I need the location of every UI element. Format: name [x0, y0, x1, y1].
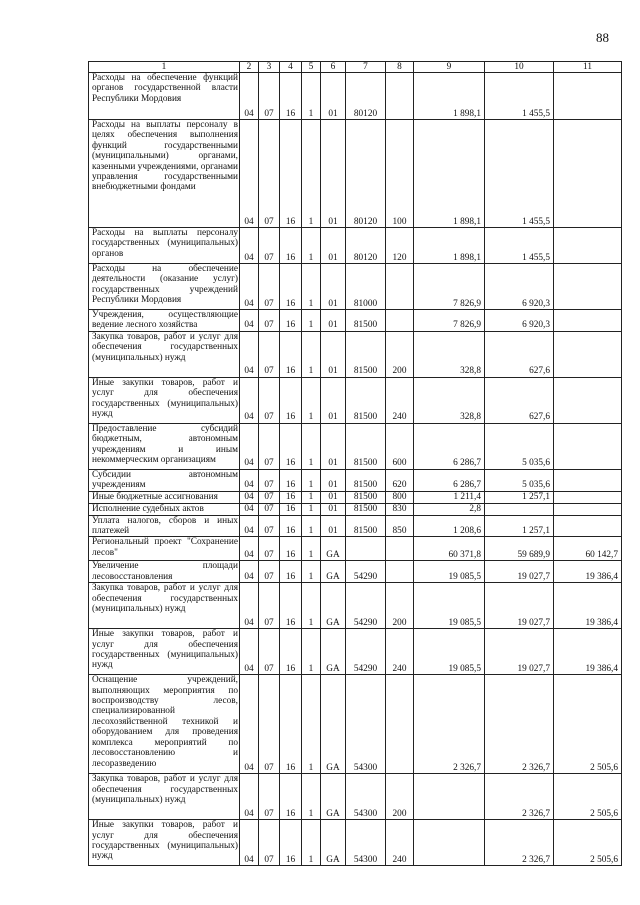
table-cell: 81500: [346, 377, 386, 423]
table-cell: 07: [259, 264, 280, 310]
table-cell: 16: [280, 629, 302, 675]
table-cell: 16: [280, 264, 302, 310]
table-cell: 07: [259, 675, 280, 774]
column-header: 11: [554, 62, 622, 73]
table-cell: 1: [302, 537, 321, 561]
table-cell: 620: [386, 469, 414, 491]
table-cell: [386, 561, 414, 583]
table-cell: 6 920,3: [485, 264, 554, 310]
table-cell: [554, 73, 622, 120]
table-cell: 16: [280, 491, 302, 503]
table-cell: 80120: [346, 73, 386, 120]
table-cell: 1 898,1: [414, 120, 485, 228]
table-cell: 07: [259, 423, 280, 469]
table-cell: [554, 264, 622, 310]
table-cell: 04: [240, 629, 259, 675]
table-cell: 19 085,5: [414, 561, 485, 583]
table-cell: 328,8: [414, 377, 485, 423]
row-description: Расходы на обеспечение деятельности (оказание услуг) государственных учреждений Республики Мордовия: [89, 264, 240, 310]
table-row: [89, 561, 622, 583]
table-cell: 07: [259, 73, 280, 120]
table-cell: 5 035,6: [485, 423, 554, 469]
table-row: [89, 491, 622, 503]
column-header: 9: [414, 62, 485, 73]
table-cell: 120: [386, 228, 414, 264]
table-cell: 04: [240, 73, 259, 120]
table-cell: 16: [280, 820, 302, 866]
table-cell: 1: [302, 469, 321, 491]
table-row: [89, 675, 622, 774]
table-cell: 1: [302, 73, 321, 120]
table-cell: 81500: [346, 503, 386, 515]
table-cell: 1: [302, 583, 321, 629]
table-cell: 328,8: [414, 331, 485, 377]
table-cell: [554, 503, 622, 515]
column-header: 6: [321, 62, 346, 73]
table-cell: 04: [240, 423, 259, 469]
table-cell: 04: [240, 469, 259, 491]
table-cell: 04: [240, 377, 259, 423]
table-cell: 2 505,6: [554, 774, 622, 820]
table-cell: 19 085,5: [414, 629, 485, 675]
row-description: Предоставление субсидий бюджетным, автономным учреждениям и иным некоммерческим организациям: [89, 423, 240, 469]
row-description: Закупка товаров, работ и услуг для обеспечения государственных (муниципальных) нужд: [89, 583, 240, 629]
column-header: 1: [89, 62, 240, 73]
table-cell: 04: [240, 515, 259, 537]
table-cell: 16: [280, 561, 302, 583]
table-cell: 04: [240, 228, 259, 264]
table-cell: 2 505,6: [554, 675, 622, 774]
table-cell: [386, 73, 414, 120]
table-cell: 07: [259, 583, 280, 629]
column-header: 2: [240, 62, 259, 73]
table-row: [89, 331, 622, 377]
table-cell: 16: [280, 469, 302, 491]
table-row: [89, 120, 622, 228]
table-row: [89, 228, 622, 264]
table-cell: 81500: [346, 515, 386, 537]
row-description: Оснащение учреждений, выполняющих мероприятия по воспроизводству лесов, специализированной лесохозяйственной техникой и оборудованием для проведения комплекса мероприятий по лесовосстановлению и лесоразведению: [89, 675, 240, 774]
table-cell: 1: [302, 561, 321, 583]
table-cell: 81000: [346, 264, 386, 310]
table-cell: 7 826,9: [414, 264, 485, 310]
table-cell: 16: [280, 73, 302, 120]
row-description: Увеличение площади лесовосстановления: [89, 561, 240, 583]
table-cell: 07: [259, 120, 280, 228]
table-cell: 01: [321, 310, 346, 332]
table-cell: 1 898,1: [414, 228, 485, 264]
column-header: 5: [302, 62, 321, 73]
table-cell: 16: [280, 537, 302, 561]
table-cell: 1 898,1: [414, 73, 485, 120]
table-cell: [554, 491, 622, 503]
table-row: [89, 377, 622, 423]
table-row: [89, 629, 622, 675]
table-cell: 54300: [346, 774, 386, 820]
row-description: Закупка товаров, работ и услуг для обеспечения государственных (муниципальных) нужд: [89, 331, 240, 377]
table-cell: 2 326,7: [485, 774, 554, 820]
table-cell: 07: [259, 331, 280, 377]
table-cell: GA: [321, 774, 346, 820]
table-cell: 80120: [346, 120, 386, 228]
table-cell: 7 826,9: [414, 310, 485, 332]
table-cell: 81500: [346, 423, 386, 469]
table-row: [89, 515, 622, 537]
table-cell: 01: [321, 377, 346, 423]
table-cell: 81500: [346, 469, 386, 491]
table-cell: 07: [259, 491, 280, 503]
table-cell: 04: [240, 120, 259, 228]
column-header: 7: [346, 62, 386, 73]
table-cell: 01: [321, 228, 346, 264]
table-cell: 04: [240, 310, 259, 332]
table-row: [89, 583, 622, 629]
table-cell: 19 386,4: [554, 583, 622, 629]
table-cell: 01: [321, 423, 346, 469]
table-cell: 16: [280, 423, 302, 469]
table-cell: GA: [321, 537, 346, 561]
table-cell: GA: [321, 675, 346, 774]
table-cell: 1: [302, 264, 321, 310]
table-cell: 19 386,4: [554, 629, 622, 675]
table-cell: 16: [280, 503, 302, 515]
row-description: Расходы на обеспечение функций органов государственной власти Республики Мордовия: [89, 73, 240, 120]
table-cell: 1: [302, 377, 321, 423]
table-cell: 16: [280, 228, 302, 264]
table-cell: 1: [302, 423, 321, 469]
row-description: Иные закупки товаров, работ и услуг для обеспечения государственных (муниципальных) нужд: [89, 820, 240, 866]
table-row: [89, 310, 622, 332]
table-cell: [554, 228, 622, 264]
table-cell: 1: [302, 491, 321, 503]
table-cell: GA: [321, 583, 346, 629]
table-cell: 1 211,4: [414, 491, 485, 503]
table-cell: 2 505,6: [554, 820, 622, 866]
table-cell: 54300: [346, 820, 386, 866]
table-cell: 240: [386, 377, 414, 423]
table-header-row: [89, 62, 622, 73]
table-cell: 6 286,7: [414, 423, 485, 469]
table-cell: 200: [386, 331, 414, 377]
table-cell: 01: [321, 331, 346, 377]
column-header: 10: [485, 62, 554, 73]
table-cell: 59 689,9: [485, 537, 554, 561]
table-cell: [386, 537, 414, 561]
row-description: Закупка товаров, работ и услуг для обеспечения государственных (муниципальных) нужд: [89, 774, 240, 820]
column-header: 3: [259, 62, 280, 73]
table-cell: 04: [240, 774, 259, 820]
table-cell: 80120: [346, 228, 386, 264]
table-cell: 60 371,8: [414, 537, 485, 561]
row-description: Иные бюджетные ассигнования: [89, 491, 240, 503]
table-cell: 1 257,1: [485, 515, 554, 537]
table-cell: 1: [302, 310, 321, 332]
table-cell: 04: [240, 264, 259, 310]
table-cell: 19 386,4: [554, 561, 622, 583]
table-cell: [554, 331, 622, 377]
table-cell: 200: [386, 774, 414, 820]
table-cell: 16: [280, 377, 302, 423]
table-cell: 01: [321, 73, 346, 120]
column-header: 4: [280, 62, 302, 73]
table-cell: 1 455,5: [485, 120, 554, 228]
table-cell: 01: [321, 469, 346, 491]
table-cell: [554, 120, 622, 228]
table-cell: 1: [302, 331, 321, 377]
table-cell: 1: [302, 228, 321, 264]
table-cell: [554, 515, 622, 537]
table-cell: 07: [259, 515, 280, 537]
table-cell: 16: [280, 120, 302, 228]
table-cell: 81500: [346, 331, 386, 377]
table-cell: 240: [386, 629, 414, 675]
page-number: 88: [596, 30, 609, 45]
table-cell: 16: [280, 675, 302, 774]
table-cell: 01: [321, 503, 346, 515]
table-cell: 1 455,5: [485, 228, 554, 264]
table-cell: 2 326,7: [485, 675, 554, 774]
table-cell: 16: [280, 331, 302, 377]
table-cell: 16: [280, 515, 302, 537]
table-cell: GA: [321, 561, 346, 583]
table-cell: 07: [259, 820, 280, 866]
table-cell: 01: [321, 264, 346, 310]
table-cell: 01: [321, 491, 346, 503]
table-cell: 1: [302, 629, 321, 675]
table-cell: 07: [259, 228, 280, 264]
table-row: [89, 423, 622, 469]
table-cell: 04: [240, 820, 259, 866]
table-cell: 07: [259, 310, 280, 332]
table-row: [89, 503, 622, 515]
table-cell: [554, 469, 622, 491]
table-cell: 5 035,6: [485, 469, 554, 491]
table-cell: 240: [386, 820, 414, 866]
table-cell: 1: [302, 515, 321, 537]
table-cell: 19 027,7: [485, 561, 554, 583]
table-cell: [414, 774, 485, 820]
table-cell: 07: [259, 469, 280, 491]
table-row: [89, 469, 622, 491]
column-header: 8: [386, 62, 414, 73]
table-cell: 04: [240, 503, 259, 515]
row-description: Учреждения, осуществляющие ведение лесного хозяйства: [89, 310, 240, 332]
row-description: Иные закупки товаров, работ и услуг для обеспечения государственных (муниципальных) нужд: [89, 629, 240, 675]
table-row: [89, 820, 622, 866]
table-cell: [414, 820, 485, 866]
row-description: Уплата налогов, сборов и иных платежей: [89, 515, 240, 537]
table-cell: 54290: [346, 561, 386, 583]
table-cell: [485, 503, 554, 515]
table-cell: 6 920,3: [485, 310, 554, 332]
table-row: [89, 774, 622, 820]
table-cell: 2 326,7: [485, 820, 554, 866]
table-cell: 1 208,6: [414, 515, 485, 537]
row-description: Региональный проект "Сохранение лесов": [89, 537, 240, 561]
table-cell: 07: [259, 503, 280, 515]
table-cell: 1: [302, 774, 321, 820]
table-cell: 07: [259, 377, 280, 423]
row-description: Исполнение судебных актов: [89, 503, 240, 515]
table-cell: 1: [302, 120, 321, 228]
row-description: Иные закупки товаров, работ и услуг для обеспечения государственных (муниципальных) нужд: [89, 377, 240, 423]
table-cell: 16: [280, 310, 302, 332]
table-cell: 2 326,7: [414, 675, 485, 774]
table-cell: 850: [386, 515, 414, 537]
table-cell: 16: [280, 583, 302, 629]
table-cell: 627,6: [485, 331, 554, 377]
table-cell: 04: [240, 331, 259, 377]
table-row: [89, 73, 622, 120]
table-cell: 81500: [346, 310, 386, 332]
table-cell: 627,6: [485, 377, 554, 423]
table-cell: [554, 423, 622, 469]
table-cell: 54290: [346, 629, 386, 675]
table-cell: 07: [259, 774, 280, 820]
table-cell: 04: [240, 561, 259, 583]
table-cell: 60 142,7: [554, 537, 622, 561]
table-cell: 07: [259, 537, 280, 561]
table-cell: [386, 675, 414, 774]
table-cell: 600: [386, 423, 414, 469]
table-cell: [386, 264, 414, 310]
table-cell: 07: [259, 561, 280, 583]
table-cell: 6 286,7: [414, 469, 485, 491]
table-cell: 1: [302, 675, 321, 774]
table-cell: 54290: [346, 583, 386, 629]
table-cell: GA: [321, 629, 346, 675]
table-cell: 04: [240, 583, 259, 629]
table-cell: 07: [259, 629, 280, 675]
row-description: Расходы на выплаты персоналу в целях обеспечения выполнения функций государственными (муниципальными) органами, казенными учреждениями, органами управления государственными внебюджетными фондами: [89, 120, 240, 228]
table-cell: 54300: [346, 675, 386, 774]
table-cell: 19 027,7: [485, 629, 554, 675]
row-description: Расходы на выплаты персоналу государственных (муниципальных) органов: [89, 228, 240, 264]
table-cell: 1 455,5: [485, 73, 554, 120]
table-cell: 01: [321, 515, 346, 537]
table-cell: GA: [321, 820, 346, 866]
table-row: [89, 537, 622, 561]
table-row: [89, 264, 622, 310]
table-cell: 04: [240, 537, 259, 561]
table-cell: 19 027,7: [485, 583, 554, 629]
table-cell: 04: [240, 675, 259, 774]
table-cell: [346, 537, 386, 561]
table-cell: 04: [240, 491, 259, 503]
table-cell: 1 257,1: [485, 491, 554, 503]
table-cell: 19 085,5: [414, 583, 485, 629]
table-cell: 81500: [346, 491, 386, 503]
table-cell: 1: [302, 820, 321, 866]
table-cell: 800: [386, 491, 414, 503]
table-cell: 01: [321, 120, 346, 228]
row-description: Субсидии автономным учреждениям: [89, 469, 240, 491]
table-cell: 200: [386, 583, 414, 629]
table-cell: 1: [302, 503, 321, 515]
table-cell: 100: [386, 120, 414, 228]
budget-table: [88, 61, 622, 866]
table-cell: [386, 310, 414, 332]
table-cell: 830: [386, 503, 414, 515]
table-cell: [554, 377, 622, 423]
table-cell: 16: [280, 774, 302, 820]
table-cell: 2,8: [414, 503, 485, 515]
table-cell: [554, 310, 622, 332]
